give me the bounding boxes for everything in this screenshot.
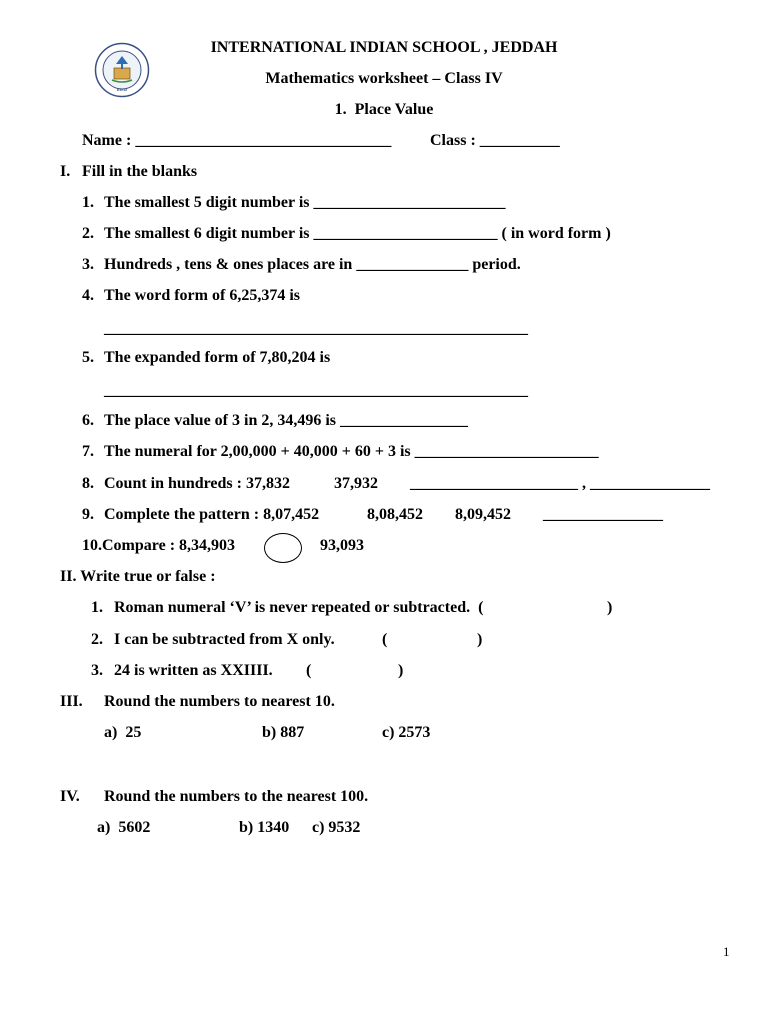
worksheet-topic: 1. Place Value — [334, 101, 434, 118]
name-field[interactable]: Name : ________________________________ — [82, 132, 392, 149]
bracket-close: ) — [477, 631, 483, 648]
question-number: 8. — [82, 475, 94, 492]
bracket-close: ) — [398, 662, 404, 679]
question-number: 1. — [82, 194, 94, 211]
round-item-b: b) 887 — [262, 724, 305, 741]
compare-circle-blank[interactable] — [264, 533, 302, 563]
round-item-c: c) 2573 — [382, 724, 431, 741]
sequence-value: 37,932 — [334, 475, 378, 492]
round-item-a: a) 5602 — [97, 819, 151, 836]
answer-line-1-9[interactable]: _______________ — [543, 506, 663, 523]
question-1-9: Complete the pattern : 8,07,452 — [104, 506, 320, 523]
round-item-a: a) 25 — [104, 724, 142, 741]
question-1-2: The smallest 6 digit number is _______________________ ( in word form ) — [104, 225, 611, 242]
section-1-number: I. — [60, 163, 71, 180]
section-4-number: IV. — [60, 788, 80, 805]
question-number: 4. — [82, 287, 94, 304]
question-1-4: The word form of 6,25,374 is — [104, 287, 300, 304]
question-number: 3. — [91, 662, 103, 679]
section-3-number: III. — [60, 693, 83, 710]
compare-value: 93,093 — [320, 537, 364, 554]
question-number: 9. — [82, 506, 94, 523]
answer-line-1-8[interactable]: _____________________ , _______________ — [410, 475, 710, 492]
question-1-8: Count in hundreds : 37,832 — [104, 475, 290, 492]
round-item-c: c) 9532 — [312, 819, 361, 836]
pattern-value: 8,08,452 — [367, 506, 423, 523]
question-1-6: The place value of 3 in 2, 34,496 is ________________ — [104, 412, 469, 429]
question-number: 3. — [82, 256, 94, 273]
page-number: 1 — [723, 944, 730, 959]
section-1-heading: Fill in the blanks — [82, 163, 198, 180]
section-2-heading: II. Write true or false : — [60, 568, 216, 585]
class-field[interactable]: Class : __________ — [430, 132, 560, 149]
bracket-close: ) — [607, 599, 613, 616]
question-2-1: Roman numeral ‘V’ is never repeated or subtracted. ( — [114, 599, 484, 616]
question-2-2: I can be subtracted from X only. — [114, 631, 335, 648]
section-3-heading: Round the numbers to nearest 10. — [104, 693, 335, 710]
question-number: 1. — [91, 599, 103, 616]
pattern-value: 8,09,452 — [455, 506, 511, 523]
question-1-7: The numeral for 2,00,000 + 40,000 + 60 + 3 is _______________________ — [104, 443, 599, 460]
bracket-open: ( — [382, 631, 388, 648]
question-1-5: The expanded form of 7,80,204 is — [104, 349, 331, 366]
school-name: INTERNATIONAL INDIAN SCHOOL , JEDDAH — [210, 39, 558, 56]
bracket-open: ( — [306, 662, 312, 679]
question-1-1: The smallest 5 digit number is ________________________ — [104, 194, 506, 211]
section-4-heading: Round the numbers to the nearest 100. — [104, 788, 369, 805]
svg-text:ESTD: ESTD — [117, 88, 127, 92]
question-number: 7. — [82, 443, 94, 460]
question-1-3: Hundreds , tens & ones places are in ______________ period. — [104, 256, 521, 273]
worksheet-subtitle: Mathematics worksheet – Class IV — [265, 70, 503, 87]
answer-line-1-4[interactable]: _____________________________________________________ — [104, 320, 528, 337]
question-number: 2. — [82, 225, 94, 242]
question-1-10: 10.Compare : 8,34,903 — [82, 537, 236, 554]
round-item-b: b) 1340 — [239, 819, 290, 836]
answer-line-1-5[interactable]: _____________________________________________________ — [104, 382, 528, 399]
question-number: 2. — [91, 631, 103, 648]
question-2-3: 24 is written as XXIIII. — [114, 662, 273, 679]
question-number: 5. — [82, 349, 94, 366]
question-number: 6. — [82, 412, 94, 429]
